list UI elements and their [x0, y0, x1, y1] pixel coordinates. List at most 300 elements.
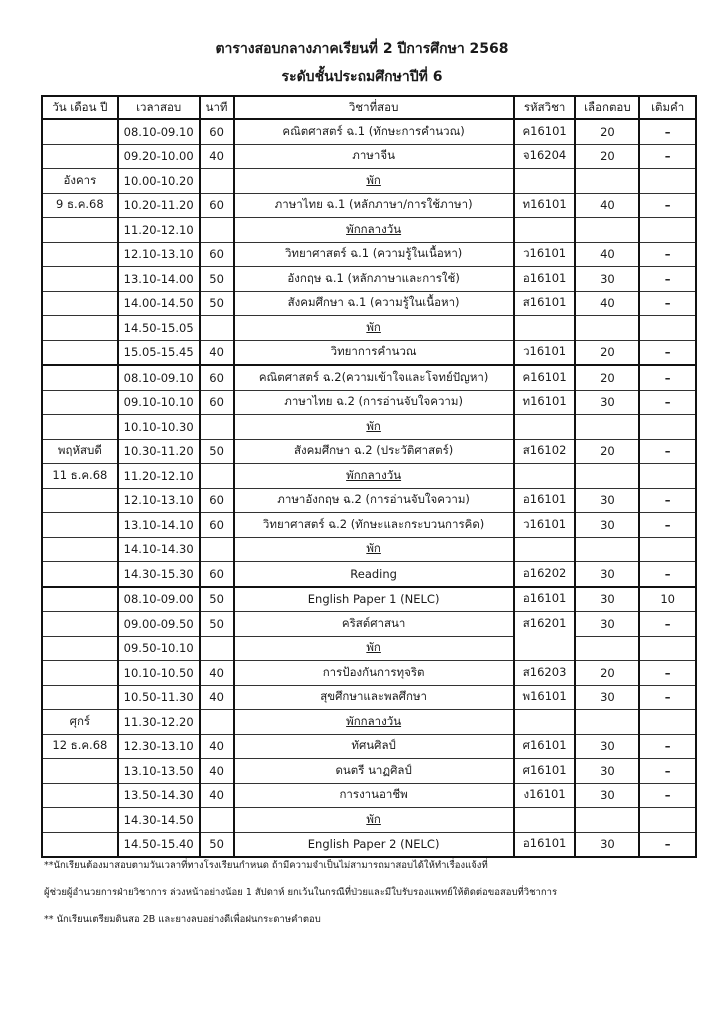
dash-mark: –: [664, 296, 671, 311]
minutes-cell: [200, 685, 234, 710]
minutes-cell: [200, 808, 234, 833]
date-cell: [42, 661, 118, 686]
subject-cell: [234, 365, 514, 390]
choice-cell-text: 30: [600, 395, 615, 410]
choice-cell: [575, 119, 639, 144]
time-cell-text: 09.50-10.10: [123, 641, 194, 656]
dash-mark: –: [664, 345, 671, 360]
subject-cell: [234, 661, 514, 686]
dash-mark: –: [664, 198, 671, 213]
subject-cell-text: พัก: [366, 172, 381, 187]
time-cell-text: 13.10-13.50: [123, 763, 194, 778]
code-cell: [514, 316, 576, 341]
subject-cell: [234, 291, 514, 316]
choice-cell: [575, 218, 639, 243]
subject-cell-text: English Paper 2 (NELC): [307, 837, 440, 852]
minutes-cell: [200, 267, 234, 292]
date-cell: [42, 710, 118, 735]
minutes-cell-text: 40: [209, 763, 224, 778]
date-cell-text: 9 ธ.ค.68: [56, 197, 104, 212]
code-cell: [514, 513, 576, 538]
subject-cell-text: การป้องกันการทุจริต: [322, 664, 425, 679]
fill-in-cell: [639, 734, 696, 759]
code-cell: [514, 464, 576, 489]
minutes-cell: [200, 488, 234, 513]
table-row: [42, 734, 696, 759]
code-cell: [514, 734, 576, 759]
choice-cell-text: 20: [600, 345, 615, 360]
time-cell: [118, 267, 200, 292]
subject-cell-text: สุขศึกษาและพลศึกษา: [320, 689, 427, 704]
time-cell-text: 14.50-15.40: [123, 837, 194, 852]
table-row: [42, 759, 696, 784]
choice-cell-text: 40: [600, 198, 615, 213]
code-cell: [514, 759, 576, 784]
time-cell: [118, 562, 200, 587]
subject-cell-text: ภาษาอังกฤษ ฉ.2 (การอ่านจับใจความ): [277, 492, 470, 507]
page-subtitle: ระดับชั้นประถมศึกษาปีที่ 6: [281, 69, 443, 85]
date-cell: [42, 685, 118, 710]
code-cell: [514, 365, 576, 390]
fill-in-cell: [639, 390, 696, 415]
time-cell-text: 12.10-13.10: [123, 493, 194, 508]
code-cell-text: ศ16101: [522, 738, 567, 753]
time-cell: [118, 685, 200, 710]
minutes-cell-text: 40: [209, 739, 224, 754]
time-cell: [118, 390, 200, 415]
choice-cell: [575, 808, 639, 833]
table-row: [42, 439, 696, 464]
code-cell-text: ว16101: [523, 246, 567, 261]
subject-cell-text: English Paper 1 (NELC): [307, 592, 440, 607]
minutes-cell: [200, 562, 234, 587]
time-cell: [118, 537, 200, 562]
minutes-cell: [200, 340, 234, 365]
date-cell: [42, 169, 118, 194]
code-cell: [514, 783, 576, 808]
choice-cell-text: 40: [600, 296, 615, 311]
minutes-cell-text: 40: [209, 788, 224, 803]
fill-in-cell: [639, 464, 696, 489]
date-cell-text: 11 ธ.ค.68: [52, 467, 108, 482]
time-cell: [118, 119, 200, 144]
minutes-cell-text: 60: [209, 247, 224, 262]
table-header-row: [42, 96, 696, 119]
code-cell: [514, 612, 576, 637]
minutes-cell: [200, 218, 234, 243]
time-cell-text: 12.10-13.10: [123, 247, 194, 262]
subject-cell-text: สังคมศึกษา ฉ.2 (ประวัติศาสตร์): [293, 443, 454, 458]
code-cell: [514, 636, 576, 661]
subject-cell: [234, 144, 514, 169]
fill-in-cell: [639, 636, 696, 661]
date-cell: [42, 783, 118, 808]
choice-cell: [575, 612, 639, 637]
code-cell-text: อ16101: [522, 492, 567, 507]
time-cell: [118, 439, 200, 464]
time-cell: [118, 415, 200, 440]
code-cell: [514, 242, 576, 267]
choice-cell-text: 30: [600, 763, 615, 778]
dash-mark: –: [664, 566, 671, 581]
code-cell-text: ศ16101: [522, 762, 567, 777]
minutes-cell: [200, 636, 234, 661]
choice-cell: [575, 267, 639, 292]
header-time: เวลาสอบ: [118, 96, 200, 119]
time-cell-text: 10.10-10.30: [123, 419, 194, 434]
table-row: [42, 365, 696, 390]
choice-cell-text: 20: [600, 124, 615, 139]
subject-cell-text: ดนตรี นาฏศิลป์: [335, 762, 412, 777]
subject-cell: [234, 390, 514, 415]
date-cell: [42, 242, 118, 267]
code-cell: [514, 832, 576, 857]
choice-cell: [575, 562, 639, 587]
dash-mark: –: [664, 444, 671, 459]
date-cell: [42, 291, 118, 316]
subject-cell: [234, 537, 514, 562]
dash-mark: –: [664, 370, 671, 385]
code-cell-text: ส16102: [522, 443, 567, 458]
choice-cell: [575, 340, 639, 365]
time-cell-text: 11.20-12.10: [123, 468, 194, 483]
subject-cell-text: การงานอาชีพ: [339, 787, 408, 802]
minutes-cell: [200, 169, 234, 194]
time-cell: [118, 513, 200, 538]
time-cell-text: 08.10-09.10: [123, 124, 194, 139]
minutes-cell-text: 40: [209, 345, 224, 360]
date-cell-text: 12 ธ.ค.68: [52, 738, 108, 753]
code-cell-text: พ16101: [522, 689, 567, 704]
date-cell: [42, 316, 118, 341]
fill-in-cell: [639, 513, 696, 538]
date-cell: [42, 808, 118, 833]
minutes-cell: [200, 390, 234, 415]
dash-mark: –: [664, 665, 671, 680]
minutes-cell: [200, 119, 234, 144]
code-cell: [514, 562, 576, 587]
choice-cell-text: 30: [600, 690, 615, 705]
fill-in-cell: [639, 587, 696, 612]
choice-cell: [575, 636, 639, 661]
time-cell: [118, 365, 200, 390]
time-cell: [118, 144, 200, 169]
date-cell: [42, 587, 118, 612]
choice-cell: [575, 759, 639, 784]
time-cell: [118, 340, 200, 365]
table-row: [42, 193, 696, 218]
subject-cell-text: พัก: [366, 640, 381, 655]
time-cell: [118, 218, 200, 243]
choice-cell-text: 20: [600, 444, 615, 459]
date-cell: [42, 612, 118, 637]
fill-in-cell: [639, 242, 696, 267]
subject-cell: [234, 734, 514, 759]
minutes-cell: [200, 316, 234, 341]
table-row: [42, 144, 696, 169]
subject-cell: [234, 636, 514, 661]
code-cell: [514, 169, 576, 194]
header-date: วัน เดือน ปี: [42, 96, 118, 119]
time-cell: [118, 612, 200, 637]
date-cell: [42, 218, 118, 243]
date-cell: [42, 464, 118, 489]
subject-cell-text: ภาษาไทย ฉ.2 (การอ่านจับใจความ): [284, 394, 463, 409]
time-cell-text: 10.10-10.50: [123, 665, 194, 680]
date-cell: [42, 734, 118, 759]
subject-cell: [234, 119, 514, 144]
subject-cell: [234, 267, 514, 292]
choice-cell: [575, 513, 639, 538]
fill-in-cell: [639, 562, 696, 587]
minutes-cell-text: 60: [209, 517, 224, 532]
subject-cell: [234, 832, 514, 857]
minutes-cell: [200, 193, 234, 218]
table-row: [42, 488, 696, 513]
time-cell: [118, 291, 200, 316]
choice-cell-text: 30: [600, 517, 615, 532]
minutes-cell: [200, 242, 234, 267]
fill-in-cell: [639, 218, 696, 243]
subject-cell: [234, 513, 514, 538]
code-cell: [514, 119, 576, 144]
date-cell: [42, 513, 118, 538]
minutes-cell-text: 60: [209, 566, 224, 581]
note-2: ผู้ช่วยผู้อำนวยการฝ่ายวิชาการ ล่วงหน้าอย่างน้อย 1 สัปดาห์ ยกเว้นในกรณีที่ป่วยและมีใบรับรองแพทย์ให้ติดต่อขอสอบที่วิชาการ: [44, 887, 558, 898]
dash-mark: –: [664, 763, 671, 778]
date-cell: [42, 562, 118, 587]
minutes-cell: [200, 537, 234, 562]
choice-cell: [575, 464, 639, 489]
time-cell-text: 14.30-15.30: [123, 566, 194, 581]
subject-cell: [234, 783, 514, 808]
fill-in-cell: [639, 710, 696, 735]
choice-cell: [575, 587, 639, 612]
subject-cell-text: พักกลางวัน: [346, 467, 402, 482]
break-row: [42, 415, 696, 440]
date-cell: [42, 193, 118, 218]
code-cell: [514, 808, 576, 833]
subject-cell: [234, 193, 514, 218]
dash-mark: –: [664, 271, 671, 286]
subject-cell-text: พักกลางวัน: [346, 713, 402, 728]
subject-cell-text: พัก: [366, 418, 381, 433]
time-cell-text: 11.30-12.20: [123, 714, 194, 729]
dash-mark: –: [664, 788, 671, 803]
time-cell-text: 13.50-14.30: [123, 788, 194, 803]
choice-cell-text: 20: [600, 149, 615, 164]
date-cell: [42, 365, 118, 390]
code-cell: [514, 537, 576, 562]
subject-cell: [234, 218, 514, 243]
subject-cell-text: สังคมศึกษา ฉ.1 (ความรู้ในเนื้อหา): [287, 295, 460, 310]
dash-mark: –: [664, 395, 671, 410]
time-cell: [118, 783, 200, 808]
time-cell-text: 10.00-10.20: [123, 173, 194, 188]
break-row: [42, 710, 696, 735]
choice-cell: [575, 316, 639, 341]
choice-cell: [575, 291, 639, 316]
time-cell-text: 08.10-09.00: [123, 592, 194, 607]
code-cell: [514, 587, 576, 612]
choice-cell: [575, 734, 639, 759]
subject-cell-text: พัก: [366, 541, 381, 556]
choice-cell-text: 30: [600, 566, 615, 581]
subject-cell: [234, 415, 514, 440]
dash-mark: –: [664, 616, 671, 631]
code-cell-text: ค16101: [522, 123, 567, 138]
choice-cell: [575, 685, 639, 710]
table-row: [42, 587, 696, 612]
choice-cell: [575, 242, 639, 267]
table-row: [42, 340, 696, 365]
choice-cell-text: 30: [600, 493, 615, 508]
dash-mark: –: [664, 739, 671, 754]
header-minutes: นาที: [200, 96, 234, 119]
fill-in-cell: [639, 537, 696, 562]
minutes-cell: [200, 464, 234, 489]
date-cell: [42, 488, 118, 513]
choice-cell-text: 20: [600, 665, 615, 680]
choice-cell: [575, 193, 639, 218]
subject-cell-text: อังกฤษ ฉ.1 (หลักภาษาและการใช้): [287, 270, 460, 285]
code-cell-text: ว16101: [523, 344, 567, 359]
break-row: [42, 808, 696, 833]
fill-in-cell: [639, 365, 696, 390]
choice-cell: [575, 710, 639, 735]
code-cell: [514, 439, 576, 464]
break-row: [42, 464, 696, 489]
fill-in-cell: [639, 759, 696, 784]
subject-cell: [234, 242, 514, 267]
page-title: ตารางสอบกลางภาคเรียนที่ 2 ปีการศึกษา 2568: [215, 41, 509, 57]
minutes-cell-text: 60: [209, 493, 224, 508]
choice-cell: [575, 390, 639, 415]
table-row: [42, 390, 696, 415]
time-cell-text: 15.05-15.45: [123, 345, 194, 360]
choice-cell: [575, 415, 639, 440]
choice-cell: [575, 537, 639, 562]
choice-cell-text: 30: [600, 616, 615, 631]
time-cell: [118, 488, 200, 513]
subject-cell-text: Reading: [350, 566, 397, 581]
subject-cell-text: ภาษาไทย ฉ.1 (หลักภาษา/การใช้ภาษา): [274, 197, 473, 212]
time-cell-text: 10.50-11.30: [123, 690, 194, 705]
minutes-cell-text: 50: [209, 592, 224, 607]
choice-cell: [575, 439, 639, 464]
date-cell-text: อังคาร: [63, 172, 97, 187]
time-cell-text: 12.30-13.10: [123, 739, 194, 754]
subject-cell-text: พัก: [366, 319, 381, 334]
fill-in-cell: [639, 685, 696, 710]
time-cell-text: 10.30-11.20: [123, 444, 194, 459]
code-cell: [514, 340, 576, 365]
choice-cell-text: 30: [600, 788, 615, 803]
table-row: [42, 267, 696, 292]
code-cell: [514, 144, 576, 169]
date-cell: [42, 636, 118, 661]
table-row: [42, 119, 696, 144]
fill-in-cell: [639, 340, 696, 365]
minutes-cell-text: 60: [209, 395, 224, 410]
subject-cell-text: วิทยาศาสตร์ ฉ.2 (ทักษะและกระบวนการคิด): [262, 516, 485, 531]
dash-mark: –: [664, 247, 671, 262]
code-cell-text: อ16101: [522, 836, 567, 851]
fill-in-cell: [639, 612, 696, 637]
time-cell: [118, 464, 200, 489]
fill-in-cell: [639, 169, 696, 194]
minutes-cell: [200, 759, 234, 784]
code-cell: [514, 685, 576, 710]
time-cell: [118, 832, 200, 857]
date-cell: [42, 415, 118, 440]
table-row: [42, 612, 696, 637]
minutes-cell-text: 60: [209, 198, 224, 213]
time-cell: [118, 661, 200, 686]
dash-mark: –: [664, 690, 671, 705]
table-row: [42, 685, 696, 710]
code-cell: [514, 291, 576, 316]
time-cell-text: 14.30-14.50: [123, 812, 194, 827]
subject-cell: [234, 562, 514, 587]
break-row: [42, 218, 696, 243]
code-cell-text: ส16201: [522, 615, 567, 630]
note-1: **นักเรียนต้องมาสอบตามวันเวลาที่ทางโรงเรียนกำหนด ถ้ามีความจำเป็นไม่สามารถมาสอบได้ให้ทำเรื่องแจ้งที่: [44, 860, 488, 871]
minutes-cell: [200, 144, 234, 169]
minutes-cell: [200, 587, 234, 612]
time-cell: [118, 759, 200, 784]
code-cell-text: ท16101: [522, 197, 567, 212]
code-cell: [514, 267, 576, 292]
time-cell: [118, 242, 200, 267]
code-cell: [514, 661, 576, 686]
time-cell-text: 10.20-11.20: [123, 198, 194, 213]
break-row: [42, 636, 696, 661]
time-cell-text: 14.00-14.50: [123, 296, 194, 311]
fill-in-cell: [639, 193, 696, 218]
minutes-cell-text: 50: [209, 616, 224, 631]
time-cell: [118, 636, 200, 661]
minutes-cell-text: 50: [209, 296, 224, 311]
subject-cell: [234, 340, 514, 365]
date-cell-text: พฤหัสบดี: [57, 443, 102, 458]
minutes-cell-text: 50: [209, 444, 224, 459]
choice-cell: [575, 169, 639, 194]
minutes-cell-text: 50: [209, 837, 224, 852]
break-row: [42, 169, 696, 194]
time-cell: [118, 710, 200, 735]
fill-in-cell: [639, 316, 696, 341]
subject-cell: [234, 169, 514, 194]
table-row: [42, 783, 696, 808]
minutes-cell: [200, 415, 234, 440]
choice-cell-text: 20: [600, 370, 615, 385]
minutes-cell-text: 50: [209, 271, 224, 286]
minutes-cell-text: 40: [209, 149, 224, 164]
subject-cell-text: พัก: [366, 811, 381, 826]
time-cell: [118, 587, 200, 612]
time-cell-text: 14.10-14.30: [123, 542, 194, 557]
time-cell: [118, 808, 200, 833]
subject-cell: [234, 464, 514, 489]
choice-cell-text: 30: [600, 837, 615, 852]
code-cell-text: อ16202: [522, 565, 567, 580]
table-row: [42, 832, 696, 857]
code-cell-text: อ16101: [522, 270, 567, 285]
subject-cell-text: ทัศนศิลป์: [351, 738, 396, 753]
minutes-cell: [200, 661, 234, 686]
subject-cell: [234, 587, 514, 612]
